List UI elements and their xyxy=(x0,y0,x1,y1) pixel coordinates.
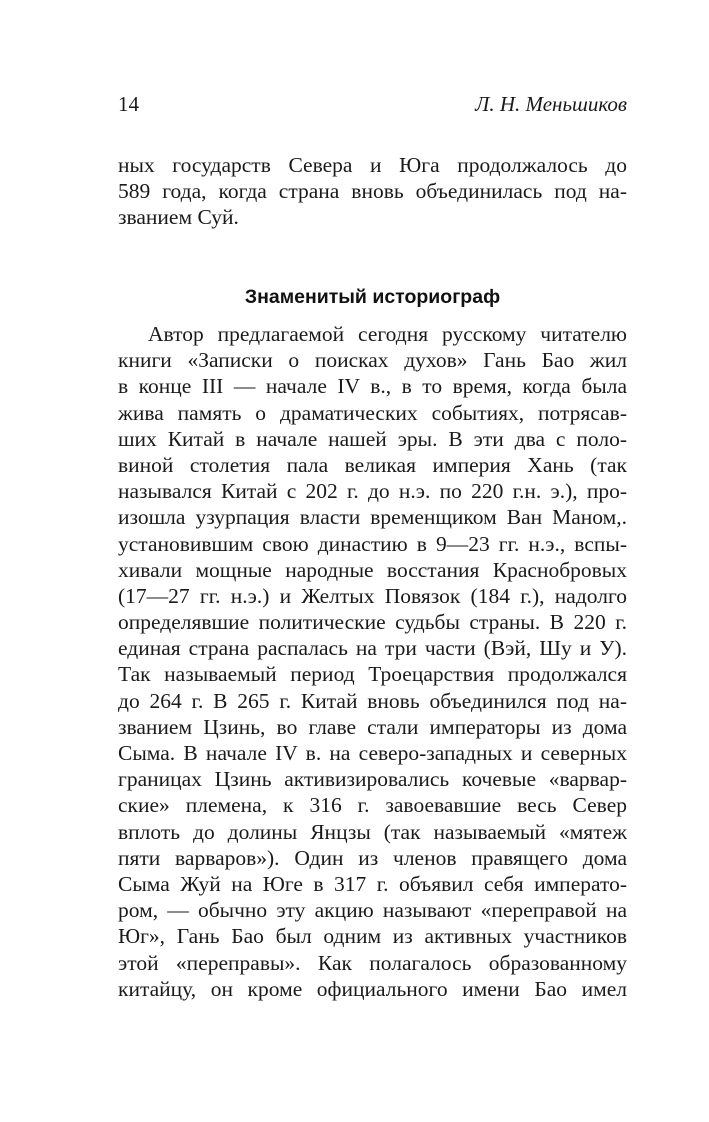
text-line: Так называемый период Троецарствия продолжался xyxy=(118,662,627,687)
text-line: ские» племена, к 316 г. завоевавшие весь Север xyxy=(118,793,627,818)
text-line: Сыма Жуй на Юге в 317 г. объявил себя императо- xyxy=(118,871,627,896)
main-paragraph xyxy=(118,321,627,1002)
text-line: вплоть до долины Янцзы (так называемый «мятеж xyxy=(118,819,627,844)
text-line: виной столетия пала великая империя Хань (так xyxy=(118,452,627,477)
text-line: званием Цзинь, во главе стали императоры из дома xyxy=(118,714,627,739)
text-line: изошла узурпация власти временщиком Ван Маном,. xyxy=(118,505,627,530)
text-line: определявшие политические судьбы страны. В 220 г. xyxy=(118,610,627,635)
text-line: хивали мощные народные восстания Краснобровых xyxy=(118,557,627,582)
text-line: назывался Китай с 202 г. до н.э. по 220 г.н. э.), про- xyxy=(118,479,627,504)
running-header xyxy=(118,92,627,122)
text-line: ных государств Севера и Юга продолжалось до xyxy=(118,153,627,177)
text-line: единая страна распалась на три части (Вэй, Шу и У). xyxy=(118,636,627,661)
text-line: пяти варваров»). Один из членов правящего дома xyxy=(118,845,627,870)
text-line: жива память о драматических событиях, потрясав- xyxy=(118,400,627,425)
text-line: Юг», Гань Бао был одним из активных участников xyxy=(118,924,627,949)
text-line: в конце III — начале IV в., в то время, когда была xyxy=(118,374,627,399)
text-line: этой «переправы». Как полагалось образованному xyxy=(118,950,627,975)
text-line: границах Цзинь активизировались кочевые «варвар- xyxy=(118,767,627,792)
text-line: установившим свою династию в 9—23 гг. н.э., вспы- xyxy=(118,531,627,556)
text-line: (17—27 гг. н.э.) и Желтых Повязок (184 г.), надолго xyxy=(118,583,627,608)
text-line: 589 года, когда страна вновь объединилась под на- xyxy=(118,179,627,204)
text-line: до 264 г. В 265 г. Китай вновь объединился под на- xyxy=(118,688,627,713)
page-number: 14 xyxy=(118,92,139,116)
section-heading: Знаменитый историограф xyxy=(244,286,501,308)
text-line: Сыма. В начале IV в. на северо-западных и северных xyxy=(118,741,627,765)
text-line: званием Суй. xyxy=(118,205,239,230)
running-author: Л. Н. Меньшиков xyxy=(475,92,627,116)
intro-paragraph xyxy=(118,152,627,231)
text-line: книги «Записки о поисках духов» Гань Бао жил xyxy=(118,348,627,373)
text-line: ром, — обычно эту акцию называют «переправой на xyxy=(118,898,627,923)
text-line: ших Китай в начале нашей эры. В эти два с поло- xyxy=(118,426,627,451)
text-line: Автор предлагаемой сегодня русскому читателю xyxy=(148,322,627,346)
text-line: китайцу, он кроме официального имени Бао имел xyxy=(118,976,627,1001)
